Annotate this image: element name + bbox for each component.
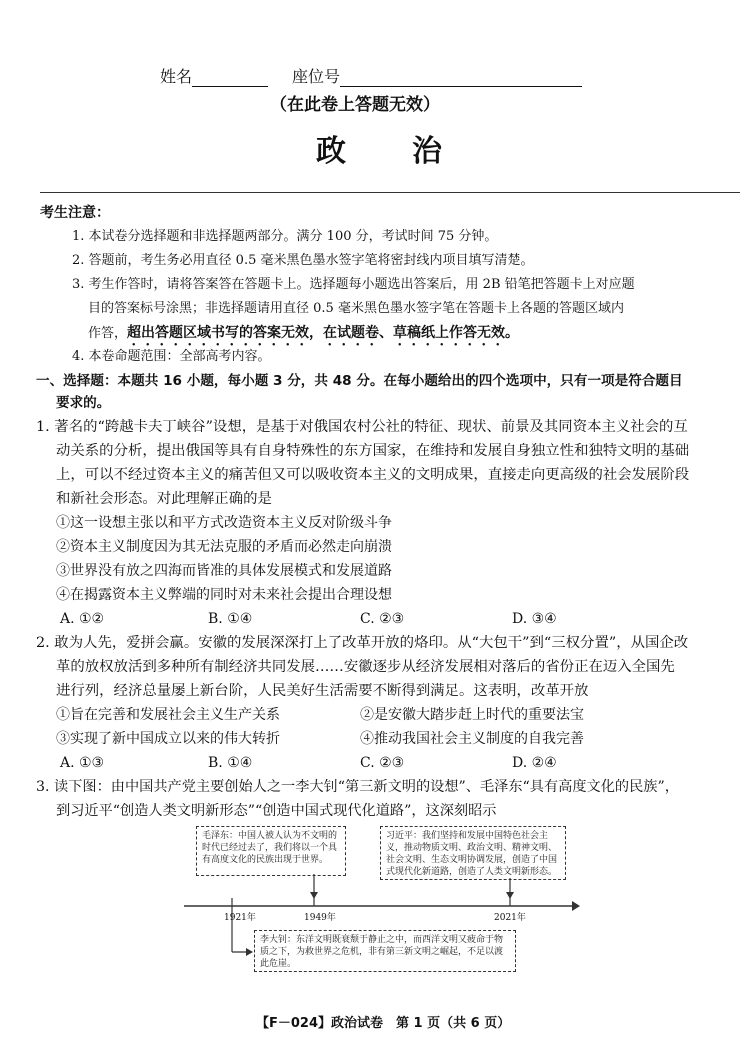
notice-item-4: 4. 本卷命题范围：全部高考内容。 — [72, 349, 271, 364]
q2-statement-1: ①旨在完善和发展社会主义生产关系 — [56, 707, 280, 723]
notice-item-3-cont: 目的答案标号涂黑；非选择题请用直径 0.5 毫米黑色墨水签字笔在答题卡上各题的答题区域内 — [88, 301, 624, 316]
notice-emphasis: 超出答题区域书写的答案无效，在试题卷、草稿纸上作答无效。 — [127, 325, 520, 341]
q1-option-d[interactable]: D. ③④ — [512, 611, 557, 627]
xi-quote-box — [380, 826, 566, 880]
q2-statement-3: ③实现了新中国成立以来的伟大转折 — [56, 731, 280, 747]
q1-option-c[interactable]: C. ②③ — [360, 611, 405, 627]
li-quote-box — [254, 930, 516, 972]
li-quote: 李大钊：东洋文明既衰颓于静止之中，而西洋文明又疲命于物质之下，为救世界之危机，非有第三新文明之崛起，不足以渡此危崖。 — [260, 935, 504, 969]
q1-line-2: 动关系的分析，提出俄国等具有自身特殊性的东方国家，在维持和发展自身独立性和独特文明的基础 — [56, 443, 690, 459]
page-footer: 【F－024】政治试卷 第 1 页（共 6 页） — [256, 1016, 511, 1031]
xi-quote: 习近平：我们坚持和发展中国特色社会主义，推动物质文明、政治文明、精神文明、社会文明、生态文明协调发展，创造了中国式现代化新道路，创造了人类文明新形态。 — [386, 831, 558, 877]
q2-option-a[interactable]: A. ①③ — [60, 755, 105, 771]
notice-item-3-end — [88, 324, 519, 349]
q1-option-b[interactable]: B. ①④ — [208, 611, 253, 627]
q2-line-2: 革的放权放活到多种所有制经济共同发展……安徽逐步从经济发展相对落后的省份正在迈入全国先 — [56, 659, 675, 675]
q2-line-3: 进行列，经济总量屡上新台阶，人民美好生活需要不断得到满足。这表明，改革开放 — [56, 683, 589, 699]
mao-quote-box — [196, 826, 346, 876]
notice-item-2: 2. 答题前，考生务必用直径 0.5 毫米黑色墨水签字笔将密封线内项目填写清楚。 — [72, 253, 534, 268]
q2-option-c[interactable]: C. ②③ — [360, 755, 405, 771]
section-heading-cont: 要求的。 — [56, 395, 111, 411]
year-1949: 1949年 — [304, 913, 336, 923]
q1-statement-4: ④在揭露资本主义弊端的同时对未来社会提出合理设想 — [56, 587, 392, 603]
notice-title: 考生注意： — [40, 205, 110, 221]
header-divider — [40, 192, 740, 193]
q2-line-1: 2. 敢为人先，爱拼会赢。安徽的发展深深打上了改革开放的烙印。从“大包干”到“三权分置”，从国企改 — [36, 635, 689, 651]
q2-option-d[interactable]: D. ②④ — [512, 755, 557, 771]
q2-statement-4: ④推动我国社会主义制度的自我完善 — [360, 731, 584, 747]
mao-quote: 毛泽东：中国人被人认为不文明的时代已经过去了，我们将以一个具有高度文化的民族出现于世界。 — [202, 831, 338, 865]
seat-field[interactable] — [292, 64, 582, 87]
q3-line-2: 到习近平“创造人类文明新形态”“创造中国式现代化道路”，这深刻昭示 — [56, 803, 497, 819]
q3-line-1: 3. 读下图：由中国共产党主要创始人之一李大钊“第三新文明的设想”、毛泽东“具有高度文化的民族”， — [36, 779, 679, 795]
q1-option-a[interactable]: A. ①② — [60, 611, 105, 627]
name-label: 姓名 — [160, 67, 193, 86]
name-field[interactable] — [160, 64, 268, 87]
q1-statement-3: ③世界没有放之四海而皆准的具体发展模式和发展道路 — [56, 563, 392, 579]
q2-option-b[interactable]: B. ①④ — [208, 755, 253, 771]
timeline-figure — [180, 822, 580, 984]
q1-line-4: 和新社会形态。对此理解正确的是 — [56, 491, 272, 507]
q2-statement-2: ②是安徽大踏步赶上时代的重要法宝 — [360, 707, 584, 723]
notice-item-3: 3. 考生作答时，请将答案答在答题卡上。选择题每小题选出答案后，用 2B 铅笔把答题卡上对应题 — [72, 277, 635, 292]
q1-statement-2: ②资本主义制度因为其无法克服的矛盾而必然走向崩溃 — [56, 539, 392, 555]
year-1921: 1921年 — [224, 913, 256, 923]
timeline-arrow — [572, 901, 580, 911]
q1-line-3: 上，可以不经过资本主义的痛苦但又可以吸收资本主义的文明成果，直接走向更高级的社会发展阶段 — [56, 467, 690, 483]
q1-statement-1: ①这一设想主张以和平方式改造资本主义反对阶级斗争 — [56, 515, 392, 531]
notice-answer-prefix: 作答， — [88, 326, 128, 341]
page-title: 政 治 — [316, 134, 444, 169]
q1-line-1: 1. 著名的“跨越卡夫丁峡谷”设想，是基于对俄国农村公社的特征、现状、前景及其同资本主义社会的互 — [36, 419, 688, 435]
section-heading: 一、选择题：本题共 16 小题，每小题 3 分，共 48 分。在每小题给出的四个选项中，只有一项是符合题目 — [36, 373, 683, 389]
invalid-note: （在此卷上答题无效） — [270, 95, 440, 115]
notice-item-1: 1. 本试卷分选择题和非选择题两部分。满分 100 分，考试时间 75 分钟。 — [72, 229, 498, 244]
seat-label: 座位号 — [292, 67, 341, 86]
year-2021: 2021年 — [494, 913, 526, 923]
